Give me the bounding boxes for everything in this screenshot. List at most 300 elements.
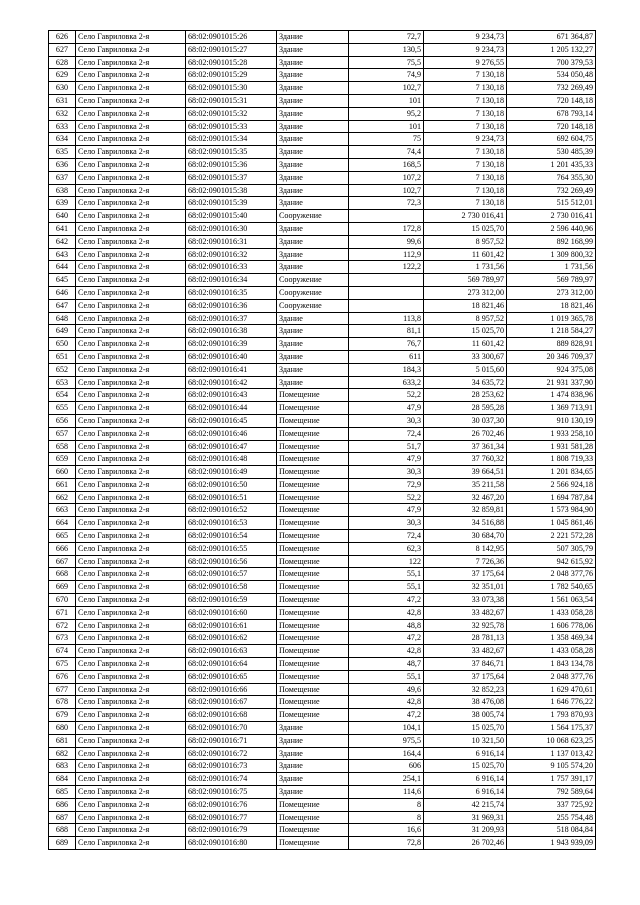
cadastral-value-cell: 2 730 016,41 — [507, 210, 596, 223]
row-number-cell: 682 — [49, 747, 76, 760]
cadastral-value-cell: 21 931 337,90 — [507, 376, 596, 389]
object-type-cell: Здание — [277, 82, 349, 95]
specific-value-cell: 18 821,46 — [424, 299, 507, 312]
cadastral-number-cell: 68:02:0901016:65 — [186, 670, 277, 683]
row-number-cell: 673 — [49, 632, 76, 645]
row-number-cell: 685 — [49, 786, 76, 799]
table-row — [49, 786, 596, 799]
cadastral-value-cell: 732 269,49 — [507, 184, 596, 197]
cadastral-value-cell: 1 561 063,54 — [507, 594, 596, 607]
table-row — [49, 31, 596, 44]
table-row — [49, 402, 596, 415]
specific-value-cell: 32 859,81 — [424, 504, 507, 517]
object-type-cell: Помещение — [277, 453, 349, 466]
area-cell: 633,2 — [349, 376, 424, 389]
table-row — [49, 798, 596, 811]
row-number-cell: 665 — [49, 530, 76, 543]
cadastral-value-cell: 273 312,00 — [507, 286, 596, 299]
cadastral-number-cell: 68:02:0901016:63 — [186, 645, 277, 658]
row-number-cell: 637 — [49, 171, 76, 184]
row-number-cell: 670 — [49, 594, 76, 607]
table-row — [49, 645, 596, 658]
cadastral-value-cell: 1 137 013,42 — [507, 747, 596, 760]
cadastral-value-cell: 1 793 870,93 — [507, 709, 596, 722]
specific-value-cell: 8 142,95 — [424, 542, 507, 555]
specific-value-cell: 9 234,73 — [424, 31, 507, 44]
specific-value-cell: 7 130,18 — [424, 120, 507, 133]
area-cell: 74,9 — [349, 69, 424, 82]
cadastral-number-cell: 68:02:0901016:68 — [186, 709, 277, 722]
locality-name-cell: Село Гавриловка 2-я — [76, 837, 186, 850]
row-number-cell: 662 — [49, 491, 76, 504]
area-cell: 72,4 — [349, 530, 424, 543]
cadastral-value-cell: 518 084,84 — [507, 824, 596, 837]
row-number-cell: 650 — [49, 338, 76, 351]
row-number-cell: 647 — [49, 299, 76, 312]
object-type-cell: Здание — [277, 184, 349, 197]
table-row — [49, 210, 596, 223]
cadastral-number-cell: 68:02:0901016:70 — [186, 722, 277, 735]
object-type-cell: Помещение — [277, 683, 349, 696]
locality-name-cell: Село Гавриловка 2-я — [76, 568, 186, 581]
row-number-cell: 687 — [49, 811, 76, 824]
cadastral-value-cell: 1 933 258,10 — [507, 427, 596, 440]
table-row — [49, 69, 596, 82]
object-type-cell: Здание — [277, 248, 349, 261]
row-number-cell: 657 — [49, 427, 76, 440]
specific-value-cell: 42 215,74 — [424, 798, 507, 811]
cadastral-value-cell: 942 615,92 — [507, 555, 596, 568]
area-cell: 611 — [349, 350, 424, 363]
object-type-cell: Здание — [277, 120, 349, 133]
area-cell: 72,9 — [349, 478, 424, 491]
cadastral-number-cell: 68:02:0901016:61 — [186, 619, 277, 632]
locality-name-cell: Село Гавриловка 2-я — [76, 94, 186, 107]
object-type-cell: Здание — [277, 94, 349, 107]
cadastral-number-cell: 68:02:0901016:33 — [186, 261, 277, 274]
cadastral-number-cell: 68:02:0901016:31 — [186, 235, 277, 248]
area-cell: 107,2 — [349, 171, 424, 184]
area-cell: 122 — [349, 555, 424, 568]
object-type-cell: Сооружение — [277, 286, 349, 299]
row-number-cell: 646 — [49, 286, 76, 299]
cadastral-value-cell: 924 375,08 — [507, 363, 596, 376]
table-row — [49, 504, 596, 517]
area-cell: 95,2 — [349, 107, 424, 120]
specific-value-cell: 2 730 016,41 — [424, 210, 507, 223]
specific-value-cell: 7 130,18 — [424, 197, 507, 210]
area-cell: 112,9 — [349, 248, 424, 261]
locality-name-cell: Село Гавриловка 2-я — [76, 811, 186, 824]
row-number-cell: 686 — [49, 798, 76, 811]
object-type-cell: Помещение — [277, 632, 349, 645]
cadastral-number-cell: 68:02:0901015:32 — [186, 107, 277, 120]
cadastral-value-cell: 1 369 713,91 — [507, 402, 596, 415]
cadastral-value-cell: 1 843 134,78 — [507, 658, 596, 671]
row-number-cell: 635 — [49, 146, 76, 159]
cadastral-value-cell: 910 130,19 — [507, 414, 596, 427]
area-cell: 130,5 — [349, 43, 424, 56]
cadastral-value-cell: 700 379,53 — [507, 56, 596, 69]
cadastral-value-cell: 1 205 132,27 — [507, 43, 596, 56]
specific-value-cell: 28 595,28 — [424, 402, 507, 415]
cadastral-number-cell: 68:02:0901016:57 — [186, 568, 277, 581]
row-number-cell: 644 — [49, 261, 76, 274]
cadastral-number-cell: 68:02:0901016:38 — [186, 325, 277, 338]
object-type-cell: Здание — [277, 56, 349, 69]
area-cell — [349, 274, 424, 287]
area-cell: 72,4 — [349, 427, 424, 440]
locality-name-cell: Село Гавриловка 2-я — [76, 453, 186, 466]
object-type-cell: Здание — [277, 261, 349, 274]
specific-value-cell: 273 312,00 — [424, 286, 507, 299]
row-number-cell: 656 — [49, 414, 76, 427]
specific-value-cell: 7 726,36 — [424, 555, 507, 568]
area-cell: 42,8 — [349, 606, 424, 619]
cadastral-number-cell: 68:02:0901016:59 — [186, 594, 277, 607]
area-cell: 72,8 — [349, 837, 424, 850]
table-row — [49, 107, 596, 120]
cadastral-number-cell: 68:02:0901016:36 — [186, 299, 277, 312]
locality-name-cell: Село Гавриловка 2-я — [76, 56, 186, 69]
cadastral-number-cell: 68:02:0901015:29 — [186, 69, 277, 82]
cadastral-number-cell: 68:02:0901016:73 — [186, 760, 277, 773]
locality-name-cell: Село Гавриловка 2-я — [76, 312, 186, 325]
table-row — [49, 606, 596, 619]
area-cell: 76,7 — [349, 338, 424, 351]
locality-name-cell: Село Гавриловка 2-я — [76, 504, 186, 517]
locality-name-cell: Село Гавриловка 2-я — [76, 338, 186, 351]
cadastral-number-cell: 68:02:0901016:64 — [186, 658, 277, 671]
cadastral-value-cell: 20 346 709,37 — [507, 350, 596, 363]
area-cell: 172,8 — [349, 222, 424, 235]
object-type-cell: Помещение — [277, 696, 349, 709]
table-row — [49, 338, 596, 351]
area-cell — [349, 299, 424, 312]
object-type-cell: Здание — [277, 69, 349, 82]
cadastral-value-cell: 2 048 377,76 — [507, 568, 596, 581]
locality-name-cell: Село Гавриловка 2-я — [76, 786, 186, 799]
row-number-cell: 628 — [49, 56, 76, 69]
row-number-cell: 676 — [49, 670, 76, 683]
table-row — [49, 824, 596, 837]
cadastral-value-cell: 1 808 719,33 — [507, 453, 596, 466]
locality-name-cell: Село Гавриловка 2-я — [76, 709, 186, 722]
cadastral-number-cell: 68:02:0901015:38 — [186, 184, 277, 197]
area-cell: 55,1 — [349, 670, 424, 683]
area-cell: 74,4 — [349, 146, 424, 159]
specific-value-cell: 37 175,64 — [424, 568, 507, 581]
row-number-cell: 639 — [49, 197, 76, 210]
cadastral-value-cell: 530 485,39 — [507, 146, 596, 159]
object-type-cell: Здание — [277, 31, 349, 44]
specific-value-cell: 10 321,50 — [424, 734, 507, 747]
specific-value-cell: 32 351,01 — [424, 581, 507, 594]
area-cell: 122,2 — [349, 261, 424, 274]
cadastral-value-cell: 1 218 584,27 — [507, 325, 596, 338]
cadastral-value-cell: 2 596 440,96 — [507, 222, 596, 235]
cadastral-number-cell: 68:02:0901016:79 — [186, 824, 277, 837]
cadastral-value-cell: 255 754,48 — [507, 811, 596, 824]
cadastral-number-cell: 68:02:0901016:49 — [186, 466, 277, 479]
locality-name-cell: Село Гавриловка 2-я — [76, 197, 186, 210]
table-row — [49, 248, 596, 261]
area-cell: 75,5 — [349, 56, 424, 69]
object-type-cell: Здание — [277, 222, 349, 235]
cadastral-value-cell: 764 355,30 — [507, 171, 596, 184]
specific-value-cell: 5 015,60 — [424, 363, 507, 376]
area-cell: 8 — [349, 798, 424, 811]
table-row — [49, 670, 596, 683]
cadastral-value-cell: 534 050,48 — [507, 69, 596, 82]
table-row — [49, 82, 596, 95]
object-type-cell: Сооружение — [277, 274, 349, 287]
object-type-cell: Помещение — [277, 402, 349, 415]
cadastral-value-cell: 1 201 435,33 — [507, 158, 596, 171]
table-row — [49, 222, 596, 235]
locality-name-cell: Село Гавриловка 2-я — [76, 235, 186, 248]
locality-name-cell: Село Гавриловка 2-я — [76, 325, 186, 338]
row-number-cell: 679 — [49, 709, 76, 722]
specific-value-cell: 15 025,70 — [424, 760, 507, 773]
row-number-cell: 630 — [49, 82, 76, 95]
cadastral-value-cell: 515 512,01 — [507, 197, 596, 210]
cadastral-value-cell: 1 731,56 — [507, 261, 596, 274]
area-cell: 99,6 — [349, 235, 424, 248]
cadastral-number-cell: 68:02:0901016:48 — [186, 453, 277, 466]
specific-value-cell: 7 130,18 — [424, 184, 507, 197]
table-row — [49, 56, 596, 69]
cadastral-value-cell: 1 694 787,84 — [507, 491, 596, 504]
cadastral-number-cell: 68:02:0901015:28 — [186, 56, 277, 69]
specific-value-cell: 39 664,51 — [424, 466, 507, 479]
locality-name-cell: Село Гавриловка 2-я — [76, 389, 186, 402]
cadastral-number-cell: 68:02:0901016:47 — [186, 440, 277, 453]
cadastral-number-cell: 68:02:0901015:30 — [186, 82, 277, 95]
object-type-cell: Помещение — [277, 440, 349, 453]
area-cell: 42,8 — [349, 645, 424, 658]
object-type-cell: Здание — [277, 747, 349, 760]
row-number-cell: 661 — [49, 478, 76, 491]
cadastral-value-cell: 889 828,91 — [507, 338, 596, 351]
object-type-cell: Помещение — [277, 555, 349, 568]
row-number-cell: 631 — [49, 94, 76, 107]
locality-name-cell: Село Гавриловка 2-я — [76, 466, 186, 479]
area-cell: 48,7 — [349, 658, 424, 671]
locality-name-cell: Село Гавриловка 2-я — [76, 594, 186, 607]
object-type-cell: Здание — [277, 235, 349, 248]
object-type-cell: Сооружение — [277, 210, 349, 223]
object-type-cell: Помещение — [277, 427, 349, 440]
area-cell: 8 — [349, 811, 424, 824]
row-number-cell: 645 — [49, 274, 76, 287]
cadastral-value-cell: 2 566 924,18 — [507, 478, 596, 491]
locality-name-cell: Село Гавриловка 2-я — [76, 402, 186, 415]
cadastral-number-cell: 68:02:0901016:43 — [186, 389, 277, 402]
table-row — [49, 274, 596, 287]
locality-name-cell: Село Гавриловка 2-я — [76, 69, 186, 82]
specific-value-cell: 37 361,34 — [424, 440, 507, 453]
area-cell: 16,6 — [349, 824, 424, 837]
area-cell: 606 — [349, 760, 424, 773]
locality-name-cell: Село Гавриловка 2-я — [76, 632, 186, 645]
area-cell: 30,3 — [349, 466, 424, 479]
area-cell: 81,1 — [349, 325, 424, 338]
row-number-cell: 640 — [49, 210, 76, 223]
specific-value-cell: 33 073,38 — [424, 594, 507, 607]
table-row — [49, 594, 596, 607]
specific-value-cell: 11 601,42 — [424, 248, 507, 261]
locality-name-cell: Село Гавриловка 2-я — [76, 120, 186, 133]
area-cell — [349, 286, 424, 299]
object-type-cell: Помещение — [277, 645, 349, 658]
row-number-cell: 683 — [49, 760, 76, 773]
specific-value-cell: 31 209,93 — [424, 824, 507, 837]
locality-name-cell: Село Гавриловка 2-я — [76, 31, 186, 44]
table-row — [49, 491, 596, 504]
cadastral-number-cell: 68:02:0901015:39 — [186, 197, 277, 210]
row-number-cell: 636 — [49, 158, 76, 171]
table-row — [49, 414, 596, 427]
cadastral-number-cell: 68:02:0901016:80 — [186, 837, 277, 850]
locality-name-cell: Село Гавриловка 2-я — [76, 670, 186, 683]
row-number-cell: 658 — [49, 440, 76, 453]
specific-value-cell: 33 300,67 — [424, 350, 507, 363]
area-cell: 49,6 — [349, 683, 424, 696]
locality-name-cell: Село Гавриловка 2-я — [76, 158, 186, 171]
locality-name-cell: Село Гавриловка 2-я — [76, 530, 186, 543]
object-type-cell: Здание — [277, 734, 349, 747]
locality-name-cell: Село Гавриловка 2-я — [76, 824, 186, 837]
object-type-cell: Помещение — [277, 504, 349, 517]
row-number-cell: 680 — [49, 722, 76, 735]
specific-value-cell: 8 957,52 — [424, 235, 507, 248]
specific-value-cell: 26 702,46 — [424, 837, 507, 850]
specific-value-cell: 32 925,78 — [424, 619, 507, 632]
area-cell: 30,3 — [349, 517, 424, 530]
specific-value-cell: 28 781,13 — [424, 632, 507, 645]
cadastral-value-cell: 1 433 058,28 — [507, 645, 596, 658]
cadastral-value-cell: 1 629 470,61 — [507, 683, 596, 696]
cadastral-number-cell: 68:02:0901016:46 — [186, 427, 277, 440]
specific-value-cell: 9 234,73 — [424, 133, 507, 146]
cadastral-number-cell: 68:02:0901015:31 — [186, 94, 277, 107]
specific-value-cell: 33 482,67 — [424, 606, 507, 619]
cadastral-value-cell: 1 646 776,22 — [507, 696, 596, 709]
object-type-cell: Здание — [277, 133, 349, 146]
cadastral-value-cell: 1 943 939,09 — [507, 837, 596, 850]
cadastral-number-cell: 68:02:0901016:51 — [186, 491, 277, 504]
cadastral-number-cell: 68:02:0901015:26 — [186, 31, 277, 44]
area-cell: 55,1 — [349, 581, 424, 594]
table-row — [49, 734, 596, 747]
specific-value-cell: 7 130,18 — [424, 69, 507, 82]
specific-value-cell: 15 025,70 — [424, 222, 507, 235]
cadastral-number-cell: 68:02:0901016:66 — [186, 683, 277, 696]
table-row — [49, 325, 596, 338]
row-number-cell: 677 — [49, 683, 76, 696]
specific-value-cell: 31 969,31 — [424, 811, 507, 824]
specific-value-cell: 37 846,71 — [424, 658, 507, 671]
table-row — [49, 389, 596, 402]
cadastral-number-cell: 68:02:0901016:55 — [186, 542, 277, 555]
table-row — [49, 376, 596, 389]
area-cell: 52,2 — [349, 389, 424, 402]
locality-name-cell: Село Гавриловка 2-я — [76, 43, 186, 56]
object-type-cell: Здание — [277, 350, 349, 363]
specific-value-cell: 7 130,18 — [424, 107, 507, 120]
cadastral-number-cell: 68:02:0901016:58 — [186, 581, 277, 594]
object-type-cell: Помещение — [277, 658, 349, 671]
cadastral-number-cell: 68:02:0901016:74 — [186, 773, 277, 786]
area-cell — [349, 210, 424, 223]
row-number-cell: 678 — [49, 696, 76, 709]
area-cell: 51,7 — [349, 440, 424, 453]
locality-name-cell: Село Гавриловка 2-я — [76, 171, 186, 184]
table-row — [49, 658, 596, 671]
specific-value-cell: 15 025,70 — [424, 722, 507, 735]
cadastral-value-cell: 337 725,92 — [507, 798, 596, 811]
object-type-cell: Помещение — [277, 491, 349, 504]
locality-name-cell: Село Гавриловка 2-я — [76, 645, 186, 658]
row-number-cell: 663 — [49, 504, 76, 517]
area-cell: 47,9 — [349, 453, 424, 466]
object-type-cell: Помещение — [277, 619, 349, 632]
cadastral-value-cell: 507 305,79 — [507, 542, 596, 555]
table-row — [49, 773, 596, 786]
object-type-cell: Помещение — [277, 824, 349, 837]
cadastral-value-cell: 2 221 572,28 — [507, 530, 596, 543]
locality-name-cell: Село Гавриловка 2-я — [76, 222, 186, 235]
cadastral-value-cell: 678 793,14 — [507, 107, 596, 120]
cadastral-number-cell: 68:02:0901016:67 — [186, 696, 277, 709]
area-cell: 75 — [349, 133, 424, 146]
cadastral-number-cell: 68:02:0901016:62 — [186, 632, 277, 645]
area-cell: 48,8 — [349, 619, 424, 632]
object-type-cell: Здание — [277, 312, 349, 325]
object-type-cell: Здание — [277, 171, 349, 184]
row-number-cell: 633 — [49, 120, 76, 133]
object-type-cell: Помещение — [277, 581, 349, 594]
specific-value-cell: 9 234,73 — [424, 43, 507, 56]
row-number-cell: 672 — [49, 619, 76, 632]
cadastral-value-cell: 1 045 861,46 — [507, 517, 596, 530]
locality-name-cell: Село Гавриловка 2-я — [76, 683, 186, 696]
cadastral-value-cell: 1 358 469,34 — [507, 632, 596, 645]
row-number-cell: 642 — [49, 235, 76, 248]
document-page — [48, 30, 595, 850]
area-cell: 102,7 — [349, 184, 424, 197]
area-cell: 113,8 — [349, 312, 424, 325]
table-row — [49, 94, 596, 107]
cadastral-number-cell: 68:02:0901016:71 — [186, 734, 277, 747]
table-body — [49, 31, 596, 850]
table-row — [49, 158, 596, 171]
table-row — [49, 350, 596, 363]
specific-value-cell: 7 130,18 — [424, 146, 507, 159]
cadastral-value-cell: 1 474 838,96 — [507, 389, 596, 402]
object-type-cell: Помещение — [277, 466, 349, 479]
locality-name-cell: Село Гавриловка 2-я — [76, 747, 186, 760]
object-type-cell: Здание — [277, 197, 349, 210]
cadastral-number-cell: 68:02:0901015:36 — [186, 158, 277, 171]
table-row — [49, 146, 596, 159]
cadastral-number-cell: 68:02:0901016:34 — [186, 274, 277, 287]
area-cell: 30,3 — [349, 414, 424, 427]
table-row — [49, 171, 596, 184]
object-type-cell: Помещение — [277, 568, 349, 581]
table-row — [49, 619, 596, 632]
